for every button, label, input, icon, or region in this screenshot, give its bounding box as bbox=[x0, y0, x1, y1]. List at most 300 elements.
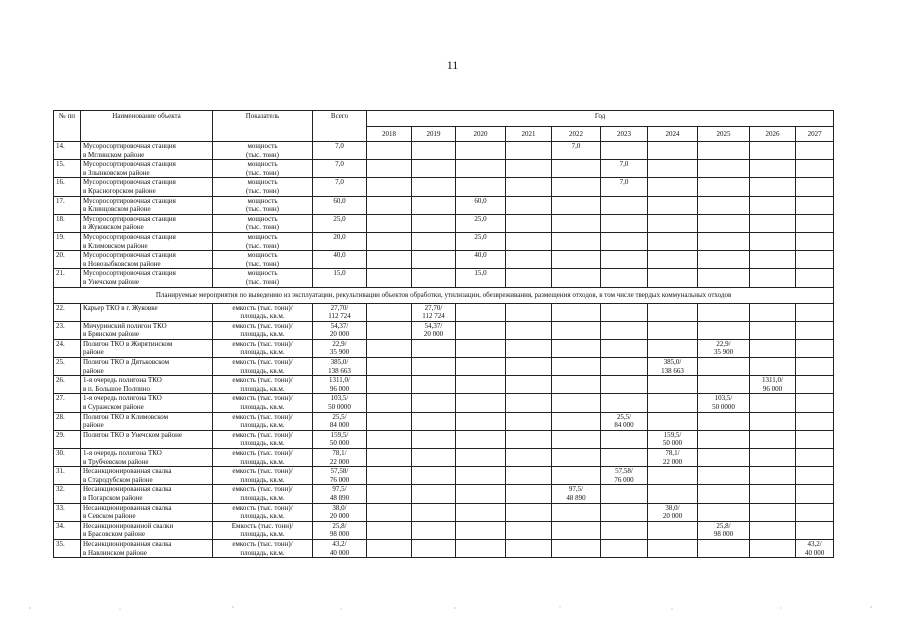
line-1: Мусоросортировочная станция bbox=[83, 251, 176, 260]
line-1: 7,0 bbox=[335, 178, 344, 187]
line-2: в Жуковском районе bbox=[83, 223, 144, 232]
scan-artifacts bbox=[0, 603, 905, 613]
year-value-2021 bbox=[506, 269, 552, 287]
line-1: 27,70/ bbox=[330, 303, 349, 312]
year-value-2020 bbox=[456, 412, 506, 430]
year-value-2025 bbox=[698, 339, 750, 357]
year-value-2022 bbox=[552, 321, 601, 339]
year-value-2027 bbox=[796, 358, 834, 376]
year-value-2023 bbox=[601, 142, 648, 160]
line-1: Мусоросортировочная станция bbox=[83, 178, 176, 187]
year-value-2021 bbox=[506, 160, 552, 178]
year-value-2020 bbox=[456, 539, 506, 557]
year-value-2027 bbox=[796, 449, 834, 467]
line-1: 60,0 bbox=[333, 196, 346, 205]
indicator bbox=[213, 214, 313, 232]
year-value-2018 bbox=[367, 485, 412, 503]
line-2: 138 663 bbox=[661, 366, 684, 375]
line-1: мощность bbox=[247, 178, 278, 187]
line-1: Мусоросортировочная станция bbox=[83, 142, 176, 150]
year-value-2021 bbox=[506, 321, 552, 339]
year-2022: 2022 bbox=[552, 127, 601, 142]
year-value-2027 bbox=[796, 376, 834, 394]
row-number: 29. bbox=[54, 430, 81, 448]
line-2: 76 000 bbox=[614, 475, 634, 484]
row-number: 21. bbox=[54, 269, 81, 287]
table-row bbox=[54, 214, 834, 232]
year-value-2021 bbox=[506, 214, 552, 232]
line-2: 35 900 bbox=[713, 348, 734, 357]
line-2: площадь, кв.м. bbox=[240, 330, 285, 339]
line-1: мощность bbox=[247, 232, 278, 241]
year-value-2027 bbox=[796, 321, 834, 339]
line-1: 7,0 bbox=[619, 160, 629, 169]
year-value-2020 bbox=[456, 178, 506, 196]
year-value-2024 bbox=[648, 339, 698, 357]
line-2: площадь, кв.м. bbox=[240, 384, 285, 393]
line-2: 98 000 bbox=[329, 530, 350, 539]
header-row bbox=[54, 111, 834, 127]
line-2: в п. Большое Полпино bbox=[83, 384, 150, 393]
total-value bbox=[313, 160, 367, 178]
line-2: (тыс. тонн) bbox=[246, 205, 279, 214]
table-row bbox=[54, 449, 834, 467]
line-2: в Красногорском районе bbox=[83, 186, 156, 195]
header-no: № пп bbox=[54, 111, 81, 142]
object-name bbox=[81, 358, 213, 376]
section-row bbox=[54, 287, 834, 303]
table-row bbox=[54, 430, 834, 448]
line-1: 25,8/ bbox=[332, 521, 347, 530]
line-1: 78,1/ bbox=[332, 449, 347, 457]
year-value-2026 bbox=[750, 376, 796, 394]
indicator bbox=[213, 376, 313, 394]
year-value-2024 bbox=[648, 394, 698, 412]
year-value-2024 bbox=[648, 251, 698, 269]
year-value-2018 bbox=[367, 321, 412, 339]
object-name bbox=[81, 232, 213, 250]
line-1: емкость (тыс. тонн)/ bbox=[232, 376, 293, 385]
indicator bbox=[213, 449, 313, 467]
year-value-2023 bbox=[601, 521, 648, 539]
line-1: 43,2/ bbox=[332, 539, 347, 548]
object-name bbox=[81, 503, 213, 521]
line-1: 38,0/ bbox=[332, 503, 347, 512]
object-name bbox=[81, 376, 213, 394]
year-value-2025 bbox=[698, 376, 750, 394]
year-value-2027 bbox=[796, 214, 834, 232]
table-row bbox=[54, 339, 834, 357]
year-value-2026 bbox=[750, 251, 796, 269]
line-2: в Суражском районе bbox=[83, 403, 144, 412]
row-number: 14. bbox=[54, 142, 81, 160]
year-value-2023 bbox=[601, 394, 648, 412]
row-number: 28. bbox=[54, 412, 81, 430]
year-value-2020 bbox=[456, 394, 506, 412]
table-row bbox=[54, 358, 834, 376]
year-value-2021 bbox=[506, 430, 552, 448]
line-1: 40,0 bbox=[474, 251, 487, 260]
year-value-2025 bbox=[698, 503, 750, 521]
year-value-2022 bbox=[552, 412, 601, 430]
line-2: в Погарском районе bbox=[83, 493, 143, 502]
object-name bbox=[81, 467, 213, 485]
year-value-2019 bbox=[412, 303, 456, 321]
year-value-2026 bbox=[750, 142, 796, 160]
year-value-2023 bbox=[601, 160, 648, 178]
year-value-2021 bbox=[506, 394, 552, 412]
line-2: 40 000 bbox=[329, 548, 350, 557]
line-2: площадь, кв.м. bbox=[240, 548, 285, 557]
total-value bbox=[313, 430, 367, 448]
year-value-2024 bbox=[648, 449, 698, 467]
row-number: 16. bbox=[54, 178, 81, 196]
object-name bbox=[81, 251, 213, 269]
line-2: 112 724 bbox=[328, 312, 351, 321]
year-value-2022 bbox=[552, 269, 601, 287]
object-name bbox=[81, 178, 213, 196]
header-indicator: Показатель bbox=[213, 111, 313, 142]
year-value-2021 bbox=[506, 521, 552, 539]
line-1: 1-я очередь полигона ТКО bbox=[83, 449, 162, 457]
line-2: в Севском районе bbox=[83, 512, 136, 521]
indicator bbox=[213, 196, 313, 214]
year-value-2022 bbox=[552, 196, 601, 214]
year-value-2027 bbox=[796, 521, 834, 539]
total-value bbox=[313, 394, 367, 412]
year-value-2023 bbox=[601, 467, 648, 485]
indicator bbox=[213, 412, 313, 430]
year-value-2018 bbox=[367, 160, 412, 178]
year-value-2027 bbox=[796, 412, 834, 430]
line-1: Полигон ТКО в Дятьковском bbox=[83, 358, 170, 367]
line-1: 25,0 bbox=[474, 214, 487, 223]
line-1: емкость (тыс. тонн)/ bbox=[232, 412, 293, 421]
total-value bbox=[313, 449, 367, 467]
year-value-2026 bbox=[750, 321, 796, 339]
year-value-2022 bbox=[552, 232, 601, 250]
object-name bbox=[81, 160, 213, 178]
year-value-2024 bbox=[648, 196, 698, 214]
object-name bbox=[81, 269, 213, 287]
line-1: 97,5/ bbox=[568, 485, 584, 494]
year-value-2019 bbox=[412, 430, 456, 448]
year-value-2022 bbox=[552, 521, 601, 539]
total-value bbox=[313, 376, 367, 394]
year-value-2021 bbox=[506, 142, 552, 160]
year-value-2024 bbox=[648, 485, 698, 503]
year-value-2018 bbox=[367, 269, 412, 287]
year-value-2024 bbox=[648, 412, 698, 430]
line-1: 25,0 bbox=[333, 214, 346, 223]
year-value-2026 bbox=[750, 539, 796, 557]
header-year: Год bbox=[367, 111, 834, 127]
row-number: 35. bbox=[54, 539, 81, 557]
year-value-2024 bbox=[648, 232, 698, 250]
year-value-2020 bbox=[456, 339, 506, 357]
year-value-2020 bbox=[456, 196, 506, 214]
line-2: районе bbox=[83, 421, 104, 430]
year-value-2026 bbox=[750, 430, 796, 448]
line-1: емкость (тыс. тонн)/ bbox=[232, 539, 293, 548]
year-value-2021 bbox=[506, 303, 552, 321]
line-2: (тыс. тонн) bbox=[246, 186, 279, 195]
year-value-2020 bbox=[456, 485, 506, 503]
line-2: в Злынковском районе bbox=[83, 168, 150, 177]
line-1: 54,37/ bbox=[330, 321, 349, 330]
line-2: 22 000 bbox=[329, 457, 350, 466]
year-value-2020 bbox=[456, 251, 506, 269]
line-2: (тыс. тонн) bbox=[246, 150, 279, 159]
line-1: Мусоросортировочная станция bbox=[83, 160, 176, 169]
year-value-2019 bbox=[412, 412, 456, 430]
row-number: 24. bbox=[54, 339, 81, 357]
indicator bbox=[213, 430, 313, 448]
line-1: 40,0 bbox=[333, 251, 346, 260]
line-2: в Брянском районе bbox=[83, 330, 139, 339]
year-value-2025 bbox=[698, 358, 750, 376]
line-1: 25,0 bbox=[474, 232, 487, 241]
line-1: Карьер ТКО в г. Жуковке bbox=[83, 303, 158, 312]
year-value-2026 bbox=[750, 339, 796, 357]
table-row bbox=[54, 503, 834, 521]
year-value-2022 bbox=[552, 142, 601, 160]
year-value-2025 bbox=[698, 539, 750, 557]
year-value-2020 bbox=[456, 376, 506, 394]
line-1: 54,37/ bbox=[424, 321, 443, 330]
line-1: Полигон ТКО в Климовском bbox=[83, 412, 169, 421]
total-value bbox=[313, 196, 367, 214]
row-number: 19. bbox=[54, 232, 81, 250]
year-2019: 2019 bbox=[412, 127, 456, 142]
line-1: мощность bbox=[247, 196, 278, 205]
year-value-2022 bbox=[552, 539, 601, 557]
line-1: 7,0 bbox=[619, 178, 629, 187]
year-value-2023 bbox=[601, 449, 648, 467]
year-value-2019 bbox=[412, 394, 456, 412]
year-value-2018 bbox=[367, 196, 412, 214]
year-value-2022 bbox=[552, 430, 601, 448]
year-value-2023 bbox=[601, 539, 648, 557]
total-value bbox=[313, 539, 367, 557]
object-name bbox=[81, 539, 213, 557]
year-value-2024 bbox=[648, 503, 698, 521]
year-value-2019 bbox=[412, 449, 456, 467]
row-number: 27. bbox=[54, 394, 81, 412]
object-name bbox=[81, 214, 213, 232]
year-value-2018 bbox=[367, 539, 412, 557]
year-value-2026 bbox=[750, 178, 796, 196]
row-number: 20. bbox=[54, 251, 81, 269]
indicator bbox=[213, 539, 313, 557]
year-value-2020 bbox=[456, 321, 506, 339]
measures-table bbox=[53, 110, 834, 558]
line-1: 43,2/ bbox=[807, 539, 822, 548]
year-value-2027 bbox=[796, 251, 834, 269]
year-2018: 2018 bbox=[367, 127, 412, 142]
object-name bbox=[81, 321, 213, 339]
line-1: 7,0 bbox=[335, 160, 344, 169]
year-value-2022 bbox=[552, 394, 601, 412]
indicator bbox=[213, 485, 313, 503]
table-row bbox=[54, 467, 834, 485]
indicator bbox=[213, 521, 313, 539]
year-value-2020 bbox=[456, 430, 506, 448]
line-1: Мусоросортировочная станция bbox=[83, 196, 176, 205]
year-value-2025 bbox=[698, 467, 750, 485]
indicator bbox=[213, 178, 313, 196]
year-value-2022 bbox=[552, 178, 601, 196]
year-value-2019 bbox=[412, 376, 456, 394]
header-name: Наименование объекта bbox=[81, 111, 213, 142]
year-value-2023 bbox=[601, 321, 648, 339]
section-title: Планируемые мероприятия по выведению из эксплуатации, рекультивации объектов обработки, утилизации, обезвреживания, размещения отходов, в том числе твердых коммунальных отходов bbox=[54, 287, 834, 303]
line-1: 1-я очередь полигона ТКО bbox=[83, 376, 162, 385]
year-value-2018 bbox=[367, 412, 412, 430]
total-value bbox=[313, 503, 367, 521]
line-2: в Стародубском районе bbox=[83, 475, 153, 484]
object-name bbox=[81, 142, 213, 160]
line-2: (тыс. тонн) bbox=[246, 277, 279, 286]
year-value-2020 bbox=[456, 503, 506, 521]
line-1: 15,0 bbox=[333, 269, 346, 278]
line-1: Несанкционированной свалки bbox=[83, 521, 174, 530]
year-value-2021 bbox=[506, 358, 552, 376]
line-2: в Мглинском районе bbox=[83, 150, 145, 159]
line-2: площадь, кв.м. bbox=[240, 457, 285, 466]
row-number: 23. bbox=[54, 321, 81, 339]
line-2: в Новозыбковском районе bbox=[83, 259, 161, 268]
line-2: в Унечском районе bbox=[83, 277, 139, 286]
year-value-2025 bbox=[698, 251, 750, 269]
line-2: 76 000 bbox=[329, 475, 350, 484]
line-2: 20 000 bbox=[662, 512, 683, 521]
year-value-2026 bbox=[750, 303, 796, 321]
line-1: 27,70/ bbox=[424, 303, 443, 312]
row-number: 34. bbox=[54, 521, 81, 539]
year-value-2022 bbox=[552, 503, 601, 521]
line-1: 103,5/ bbox=[330, 394, 349, 403]
year-2023: 2023 bbox=[601, 127, 648, 142]
line-1: емкость (тыс. тонн)/ bbox=[232, 339, 293, 348]
year-value-2023 bbox=[601, 339, 648, 357]
line-2: районе bbox=[83, 366, 104, 375]
line-2: площадь, кв.м. bbox=[240, 403, 285, 412]
table-row bbox=[54, 321, 834, 339]
line-2: в Навлинском районе bbox=[83, 548, 147, 557]
year-value-2025 bbox=[698, 321, 750, 339]
line-1: 159,5/ bbox=[330, 430, 349, 439]
line-2: 112 724 bbox=[422, 312, 445, 321]
year-value-2018 bbox=[367, 358, 412, 376]
line-1: емкость (тыс. тонн)/ bbox=[232, 321, 293, 330]
total-value bbox=[313, 269, 367, 287]
line-1: Мусоросортировочная станция bbox=[83, 269, 176, 278]
row-number: 15. bbox=[54, 160, 81, 178]
year-value-2019 bbox=[412, 142, 456, 160]
line-2: 98 000 bbox=[713, 530, 734, 539]
year-value-2027 bbox=[796, 394, 834, 412]
year-value-2019 bbox=[412, 358, 456, 376]
line-1: 7,0 bbox=[571, 142, 581, 150]
year-value-2027 bbox=[796, 142, 834, 160]
indicator bbox=[213, 394, 313, 412]
year-value-2026 bbox=[750, 358, 796, 376]
indicator bbox=[213, 467, 313, 485]
row-number: 30. bbox=[54, 449, 81, 467]
line-2: 20 000 bbox=[329, 330, 350, 339]
year-value-2023 bbox=[601, 251, 648, 269]
year-value-2024 bbox=[648, 321, 698, 339]
year-value-2021 bbox=[506, 485, 552, 503]
year-value-2018 bbox=[367, 303, 412, 321]
row-number: 17. bbox=[54, 196, 81, 214]
line-1: мощность bbox=[247, 142, 278, 150]
year-value-2024 bbox=[648, 303, 698, 321]
line-1: 1311,0/ bbox=[329, 376, 350, 385]
table-row bbox=[54, 232, 834, 250]
line-1: мощность bbox=[247, 269, 278, 278]
year-value-2025 bbox=[698, 196, 750, 214]
line-1: Емкость (тыс. тонн)/ bbox=[231, 521, 294, 530]
year-value-2027 bbox=[796, 303, 834, 321]
total-value bbox=[313, 467, 367, 485]
line-2: (тыс. тонн) bbox=[246, 259, 279, 268]
year-value-2021 bbox=[506, 196, 552, 214]
year-value-2020 bbox=[456, 449, 506, 467]
table-row bbox=[54, 376, 834, 394]
line-2: в Трубчевском районе bbox=[83, 457, 149, 466]
year-value-2026 bbox=[750, 521, 796, 539]
year-value-2025 bbox=[698, 485, 750, 503]
year-value-2021 bbox=[506, 503, 552, 521]
year-2021: 2021 bbox=[506, 127, 552, 142]
line-1: 78,1/ bbox=[665, 449, 680, 457]
year-value-2019 bbox=[412, 160, 456, 178]
table-row bbox=[54, 160, 834, 178]
object-name bbox=[81, 196, 213, 214]
year-value-2024 bbox=[648, 214, 698, 232]
year-value-2019 bbox=[412, 196, 456, 214]
year-value-2021 bbox=[506, 449, 552, 467]
indicator bbox=[213, 321, 313, 339]
total-value bbox=[313, 251, 367, 269]
table-row bbox=[54, 303, 834, 321]
year-value-2025 bbox=[698, 412, 750, 430]
object-name bbox=[81, 303, 213, 321]
object-name bbox=[81, 485, 213, 503]
year-value-2019 bbox=[412, 321, 456, 339]
line-1: 22,9/ bbox=[332, 339, 347, 348]
line-1: 159,5/ bbox=[663, 430, 682, 439]
year-value-2020 bbox=[456, 358, 506, 376]
year-value-2026 bbox=[750, 232, 796, 250]
year-value-2025 bbox=[698, 142, 750, 160]
table-row bbox=[54, 269, 834, 287]
year-value-2023 bbox=[601, 485, 648, 503]
line-1: Полигон ТКО в Жирятинском bbox=[83, 339, 173, 348]
line-1: 25,5/ bbox=[332, 412, 347, 421]
line-1: 385,0/ bbox=[330, 358, 349, 367]
line-2: 22 000 bbox=[662, 457, 683, 466]
line-1: мощность bbox=[247, 160, 278, 169]
row-number: 25. bbox=[54, 358, 81, 376]
indicator bbox=[213, 358, 313, 376]
indicator bbox=[213, 160, 313, 178]
line-1: Мусоросортировочная станция bbox=[83, 232, 176, 241]
indicator bbox=[213, 339, 313, 357]
year-value-2024 bbox=[648, 521, 698, 539]
